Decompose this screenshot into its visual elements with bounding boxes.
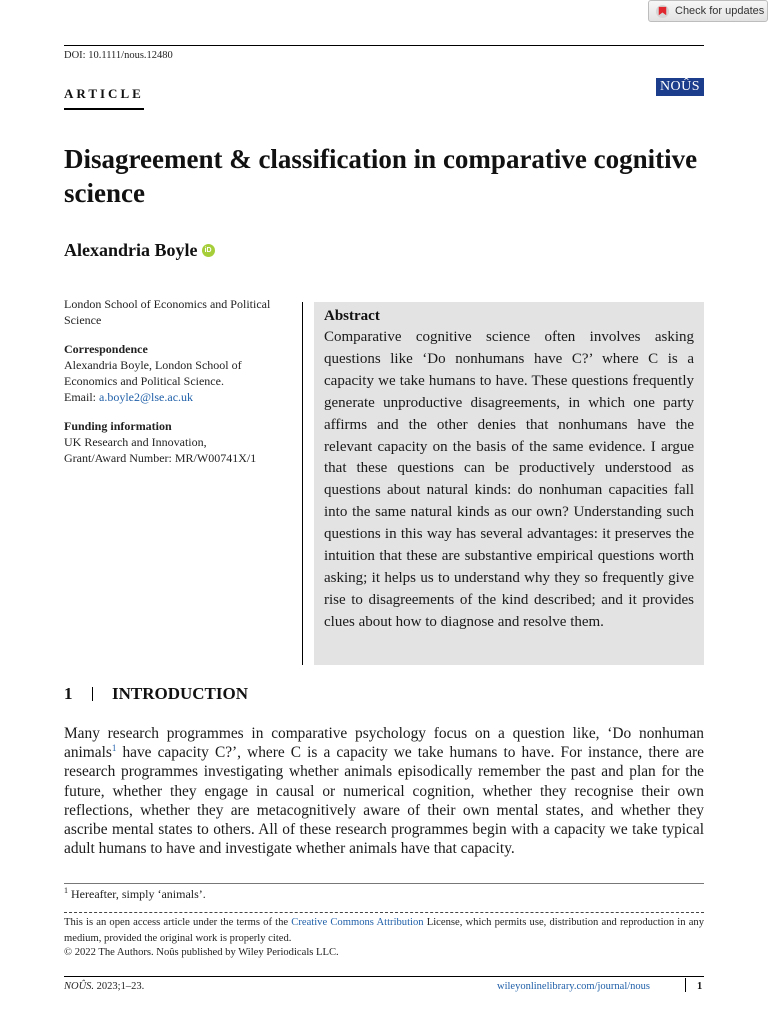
journal-url-link[interactable]: wileyonlinelibrary.com/journal/nous [497,981,650,992]
article-metadata [64,296,294,479]
correspondence-heading: Correspondence [64,342,148,356]
check-for-updates-label: Check for updates [675,5,765,17]
header-rule [64,45,704,46]
section-title: INTRODUCTION [112,684,249,703]
section-heading [64,684,248,704]
license-divider [64,912,704,913]
author-name[interactable]: Alexandria Boyle [64,240,198,260]
body-paragraph [64,724,704,858]
page-number: 1 [697,981,703,992]
license-notice [64,915,704,947]
funding-information [64,418,294,466]
footer-volume: 2023;1–23. [94,981,145,992]
email-link[interactable]: a.boyle2@lse.ac.uk [99,390,194,404]
check-for-updates-button[interactable] [648,0,768,22]
abstract-heading: Abstract [324,308,380,324]
footnote-rule [64,883,704,884]
section-number: 1 [64,684,73,703]
article-type-label: ARTICLE [64,86,144,101]
orcid-icon[interactable]: iD [202,244,215,257]
abstract-text: Comparative cognitive science often involves asking questions like ‘Do nonhumans have C?’ where C is a capacity we take humans to have. These questions frequently generate unproductive disagreements, in which one party affirms and the other denies that nonhumans have the relevant capacity on the basis of the same evidence. I argue that these questions can be productively understood as questions about natural kinds: do nonhuman capacities fall into the same natural kinds as our own? Understanding such questions in this way has several advantages: it preserves the intuition that these are substantive empirical questions worth asking; it helps us to understand why they so frequently give rise to disagreements of the kind described; and it provides clues about how to diagnose and resolve them. [324,329,694,630]
correspondence [64,341,294,405]
email-label: Email: [64,390,96,404]
footnote-marker: 1 [64,886,68,895]
copyright: © 2022 The Authors. Noûs published by Wiley Periodicals LLC. [64,947,339,958]
doi[interactable]: DOI: 10.1111/nous.12480 [64,50,173,61]
body-text-part-1: Many research programmes in comparative psychology focus on a question like, ‘Do nonhuman animals [64,725,704,762]
footnote-text: Hereafter, simply ‘animals’. [68,887,206,901]
author [64,240,215,261]
section-divider [92,687,93,701]
affiliation: London School of Economics and Political Science [64,297,271,327]
abstract [314,302,704,665]
footer-journal: NOÛS. [64,981,95,992]
crossmark-icon [655,4,670,19]
article-type-underline [64,108,144,110]
body-text-part-2: have capacity C?’, where C is a capacity we take humans to have. For instance, there are research programmes investigating whether animals episodically remember the past and plan for the future, whether they engage in causal or numerical cognition, whether they recognise their own reflections, whether they are metacognitively aware of their own mental states, and whether they ascribe mental states to others. All of these research programmes begin with a capacity we take typical adult humans to have and investigate whether animals have that capacity. [64,744,704,858]
funding-line-1: UK Research and Innovation, [64,435,207,449]
email-line [64,389,294,405]
footnote-reference[interactable]: 1 [111,743,117,754]
metadata-divider [302,302,303,665]
journal-logo: NOÛS [656,78,704,96]
license-text-after: License, which permits use, distribution and reproduction in any medium, provided the original work is properly cited. [64,917,704,944]
article-title: Disagreement & classification in comparative cognitive science [64,144,698,208]
footer-divider [685,978,686,992]
footer-rule [64,976,704,977]
license-text-before: This is an open access article under the terms of the [64,917,292,928]
funding-heading: Funding information [64,419,172,433]
footer-citation [64,981,144,992]
correspondence-text: Alexandria Boyle, London School of Economics and Political Science. [64,358,242,388]
footnote [64,887,206,902]
creative-commons-link[interactable]: Creative Commons Attribution [291,917,424,928]
funding-line-2: Grant/Award Number: MR/W00741X/1 [64,451,257,465]
